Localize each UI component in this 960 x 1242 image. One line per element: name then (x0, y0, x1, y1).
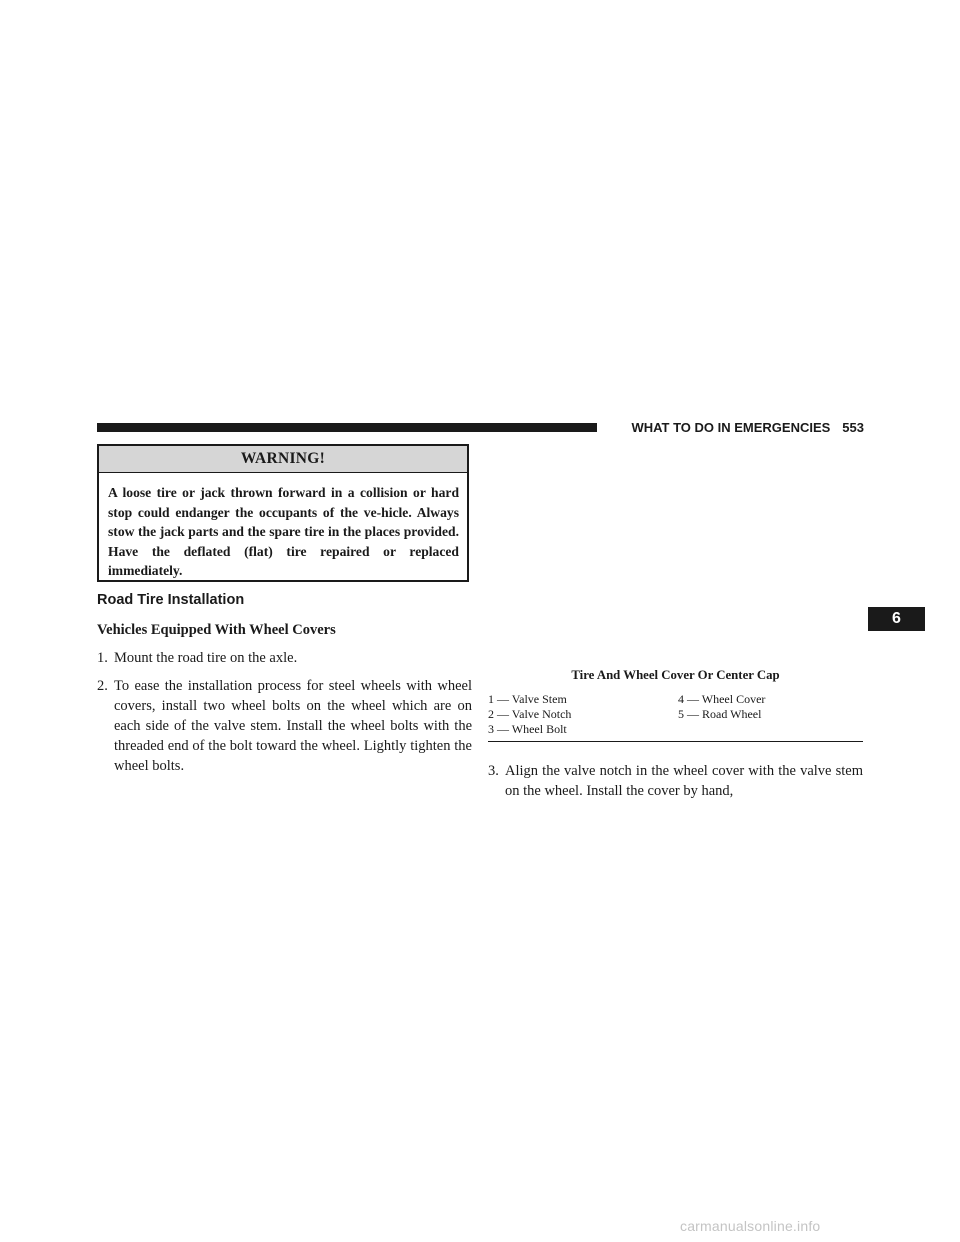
legend-item: 5 — Road Wheel (678, 707, 762, 721)
warning-box (97, 444, 469, 582)
step-2 (97, 676, 472, 776)
legend-item: 4 — Wheel Cover (678, 692, 766, 706)
sub-heading: Vehicles Equipped With Wheel Covers (97, 622, 336, 638)
page-number: 553 (842, 420, 864, 435)
running-header (606, 419, 864, 437)
section-heading: Road Tire Installation (97, 592, 245, 608)
header-rule (97, 423, 597, 432)
figure-legend (488, 692, 863, 742)
warning-title: WARNING! (99, 446, 467, 473)
step-text: To ease the installation process for steel wheels with wheel covers, install two wheel bolts on the wheel which are on each side of the valve stem. Install the wheel bolts with the threaded end of the bolt toward the wheel. Lightly tighten the wheel bolts. (114, 678, 472, 774)
step-number: 2. (97, 678, 108, 694)
legend-item: 1 — Valve Stem (488, 692, 567, 706)
step-number: 1. (97, 650, 108, 666)
chapter-title: WHAT TO DO IN EMERGENCIES (631, 420, 831, 435)
step-3 (488, 761, 863, 801)
step-text: Mount the road tire on the axle. (114, 650, 298, 666)
step-text: Align the valve notch in the wheel cover with the valve stem on the wheel. Install the cover by hand, (505, 763, 863, 799)
chapter-tab: 6 (868, 607, 925, 631)
legend-item: 3 — Wheel Bolt (488, 722, 567, 736)
figure-caption: Tire And Wheel Cover Or Center Cap (571, 668, 780, 682)
step-number: 3. (488, 763, 499, 779)
watermark: carmanualsonline.info (680, 1218, 821, 1234)
warning-text: A loose tire or jack thrown forward in a collision or hard stop could endanger the occupants of the ve-hicle. Always stow the jack parts and the spare tire in the places provided. Have the deflated (flat) tire repaired or replaced immediately. (108, 485, 459, 579)
step-1 (97, 648, 472, 668)
legend-item: 2 — Valve Notch (488, 707, 572, 721)
